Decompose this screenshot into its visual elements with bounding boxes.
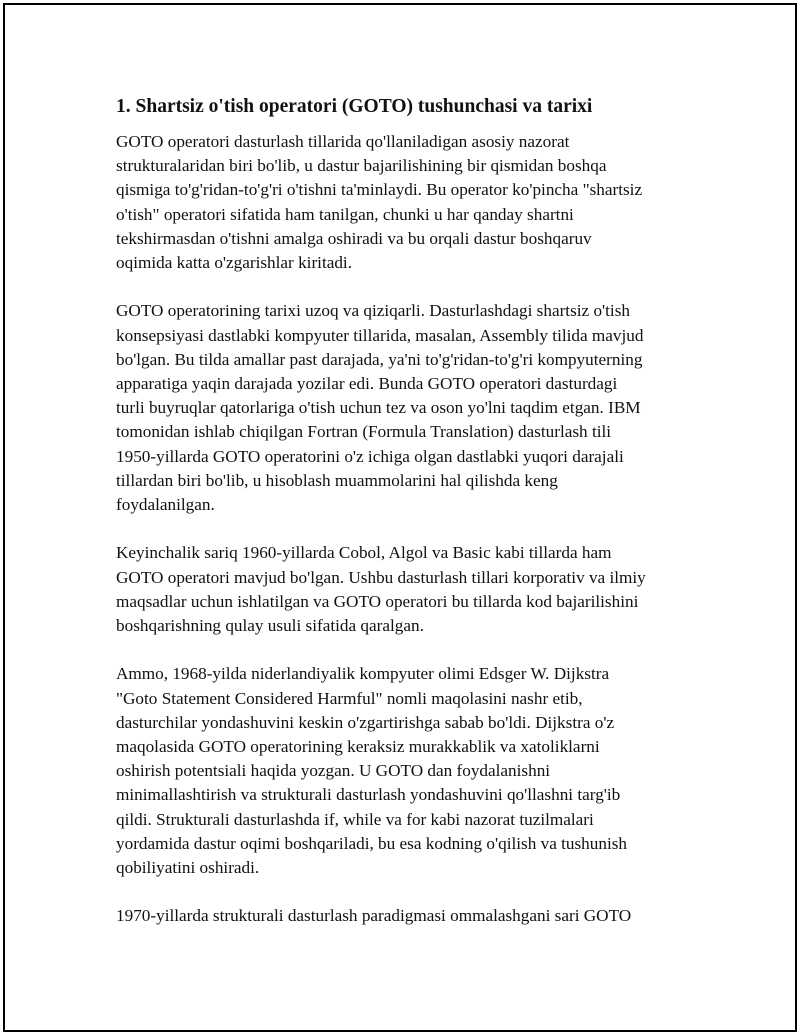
text-line: oqimida katta o'zgarishlar kiritadi. bbox=[116, 253, 353, 273]
text-line: tekshirmasdan o'tishni amalga oshiradi va bu orqali dastur boshqaruv bbox=[116, 228, 592, 248]
text-line: tillardan biri bo'lib, u hisoblash muammolarini hal qilishda keng bbox=[116, 470, 558, 490]
text-line: Keyinchalik sariq 1960-yillarda Cobol, Algol va Basic kabi tillarda ham bbox=[116, 543, 612, 563]
text-line: bo'lgan. Bu tilda amallar past darajada, ya'ni to'g'ridan-to'g'ri kompyuterning bbox=[116, 349, 643, 369]
text-line: boshqarishning qulay usuli sifatida qaralgan. bbox=[116, 616, 424, 636]
text-line: minimallashtirish va strukturali dasturlash yondashuvini qo'llashni targ'ib bbox=[116, 785, 621, 805]
text-line: GOTO operatorining tarixi uzoq va qiziqarli. Dasturlashdagi shartsiz o'tish bbox=[116, 301, 630, 321]
text-line: 1970-yillarda strukturali dasturlash paradigmasi ommalashgani sari GOTO bbox=[116, 906, 632, 926]
text-line: 1950-yillarda GOTO operatorini o'z ichiga olgan dastlabki yuqori darajali bbox=[116, 446, 624, 466]
text-line: GOTO operatori mavjud bo'lgan. Ushbu dasturlash tillari korporativ va ilmiy bbox=[116, 567, 646, 587]
text-line: tomonidan ishlab chiqilgan Fortran (Formula Translation) dasturlash tili bbox=[116, 422, 612, 442]
text-line: "Goto Statement Considered Harmful" nomli maqolasini nashr etib, bbox=[116, 688, 583, 708]
text-line: maqolasida GOTO operatorining keraksiz murakkablik va xatoliklarni bbox=[116, 737, 600, 757]
text-line: GOTO operatori dasturlash tillarida qo'llaniladigan asosiy nazorat bbox=[116, 132, 570, 151]
text-line: dasturchilar yondashuvini keskin o'zgartirishga sabab bo'ldi. Dijkstra o'z bbox=[116, 712, 615, 732]
text-line: maqsadlar uchun ishlatilgan va GOTO operatori bu tillarda kod bajarilishini bbox=[116, 591, 639, 611]
text-line: qildi. Strukturali dasturlashda if, while va for kabi nazorat tuzilmalari bbox=[116, 809, 594, 829]
text-line: turli buyruqlar qatorlariga o'tish uchun tez va oson yo'lni taqdim etgan. IBM bbox=[116, 398, 641, 418]
document-body bbox=[116, 94, 696, 953]
text-line: Ammo, 1968-yilda niderlandiyalik kompyuter olimi Edsger W. Dijkstra bbox=[116, 664, 610, 684]
text-line: qobiliyatini oshiradi. bbox=[116, 858, 260, 878]
paragraph-goto-history bbox=[116, 299, 696, 517]
section-heading: 1. Shartsiz o'tish operatori (GOTO) tushunchasi va tarixi bbox=[116, 96, 593, 117]
text-line: foydalanilgan. bbox=[116, 495, 215, 515]
paragraph-goto-definition bbox=[116, 130, 696, 275]
text-line: o'tish" operatori sifatida ham tanilgan, chunki u har qanday shartni bbox=[116, 204, 574, 224]
text-line: apparatiga yaqin darajada yozilar edi. Bunda GOTO operatori dasturdagi bbox=[116, 374, 618, 394]
paragraph-1970s bbox=[116, 904, 696, 928]
text-line: yordamida dastur oqimi boshqariladi, bu esa kodning o'qilish va tushunish bbox=[116, 833, 628, 853]
text-line: konsepsiyasi dastlabki kompyuter tillarida, masalan, Assembly tilida mavjud bbox=[116, 325, 644, 345]
paragraph-1960s-languages bbox=[116, 541, 696, 638]
text-line: qismiga to'g'ridan-to'g'ri o'tishni ta'minlaydi. Bu operator ko'pincha "shartsiz bbox=[116, 180, 643, 200]
text-line: oshirish potentsiali haqida yozgan. U GOTO dan foydalanishni bbox=[116, 761, 551, 781]
paragraph-dijkstra bbox=[116, 662, 696, 880]
text-line: strukturalaridan biri bo'lib, u dastur bajarilishining bir qismidan boshqa bbox=[116, 156, 607, 176]
